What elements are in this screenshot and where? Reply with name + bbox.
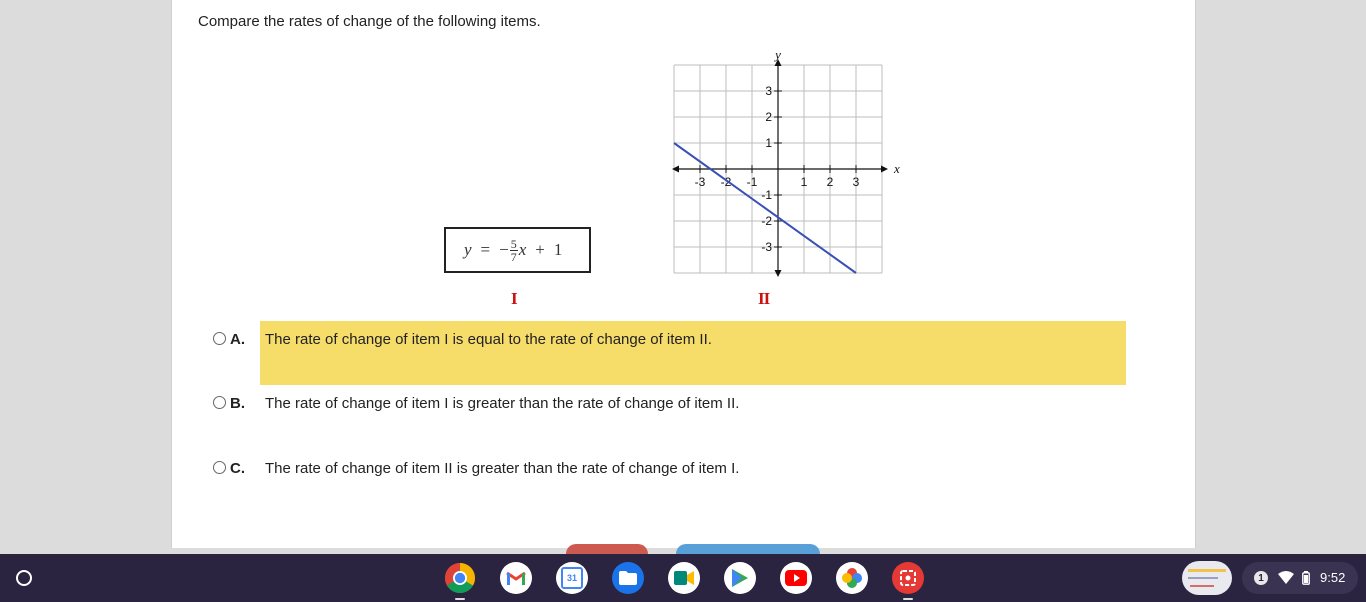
x-tick-label: 3 (852, 175, 860, 189)
x-axis-arrow-right (881, 166, 888, 173)
equation-box (444, 227, 591, 273)
coordinate-graph (652, 44, 900, 284)
battery-icon (1302, 571, 1310, 585)
x-axis-arrow-left (672, 166, 679, 173)
choice-a-text: The rate of change of item I is equal to the rate of change of item II. (265, 331, 712, 348)
screen-capture-icon[interactable] (892, 562, 924, 594)
check-answer-button[interactable] (676, 544, 820, 554)
chrome-icon[interactable] (444, 562, 476, 594)
x-tick-label: -3 (694, 175, 706, 189)
clock-time: 9:52 (1320, 570, 1346, 585)
choice-a-radio[interactable] (213, 332, 226, 345)
eq-equals: = (480, 240, 491, 259)
y-tick-label: 1 (765, 136, 772, 150)
status-tray[interactable] (1242, 562, 1358, 594)
clear-button[interactable] (566, 544, 648, 554)
eq-const: 1 (553, 240, 563, 259)
item-I-label: I (511, 289, 517, 308)
choice-b-radio[interactable] (213, 396, 226, 409)
choice-b-text: The rate of change of item I is greater than the rate of change of item II. (265, 395, 740, 412)
choice-c-radio[interactable] (213, 461, 226, 474)
eq-var: x (518, 240, 527, 259)
launcher-button[interactable] (10, 564, 38, 592)
files-icon[interactable] (612, 562, 644, 594)
calendar-icon[interactable] (556, 562, 588, 594)
choice-a-text-area[interactable] (260, 321, 1126, 385)
wifi-icon (1278, 571, 1294, 585)
choice-c-letter: C. (230, 460, 245, 477)
gmail-icon[interactable] (500, 562, 532, 594)
item-II-label: II (758, 289, 770, 308)
eq-denominator: 7 (510, 249, 517, 264)
eq-plus: + (535, 240, 545, 259)
holding-space-thumbnail[interactable] (1182, 561, 1232, 595)
photos-icon[interactable] (836, 562, 868, 594)
x-tick-label: -2 (720, 175, 732, 189)
x-tick-label: -1 (746, 175, 758, 189)
play-store-icon[interactable] (724, 562, 756, 594)
choice-c-text-area[interactable] (260, 450, 1126, 514)
equation (464, 229, 562, 271)
notification-badge: 1 (1254, 571, 1268, 585)
x-tick-label: 2 (826, 175, 834, 189)
eq-neg: − (499, 240, 509, 259)
eq-fraction (510, 238, 518, 263)
calendar-day: 31 (561, 567, 583, 589)
question-panel (171, 0, 1196, 548)
x-axis-label: x (894, 161, 900, 176)
choice-b[interactable] (208, 385, 1128, 449)
y-axis-label: y (775, 47, 781, 62)
choice-c-text: The rate of change of item II is greater than the rate of change of item I. (265, 460, 740, 477)
choice-a[interactable] (208, 321, 1128, 385)
y-tick-label: 2 (765, 110, 772, 124)
y-tick-label: -3 (761, 240, 772, 254)
y-tick-label: 3 (765, 84, 772, 98)
meet-icon[interactable] (668, 562, 700, 594)
choice-b-text-area[interactable] (260, 385, 1126, 449)
youtube-icon[interactable] (780, 562, 812, 594)
eq-numerator: 5 (510, 236, 517, 251)
question-prompt: Compare the rates of change of the following items. (198, 13, 541, 30)
launcher-icon (16, 570, 32, 586)
choice-a-letter: A. (230, 331, 245, 348)
x-tick-label: 1 (800, 175, 808, 189)
taskbar (0, 554, 1366, 602)
choice-c[interactable] (208, 450, 1128, 514)
eq-lhs: y (464, 240, 472, 259)
y-tick-label: -1 (761, 188, 772, 202)
y-tick-label: -2 (761, 214, 772, 228)
choice-b-letter: B. (230, 395, 245, 412)
